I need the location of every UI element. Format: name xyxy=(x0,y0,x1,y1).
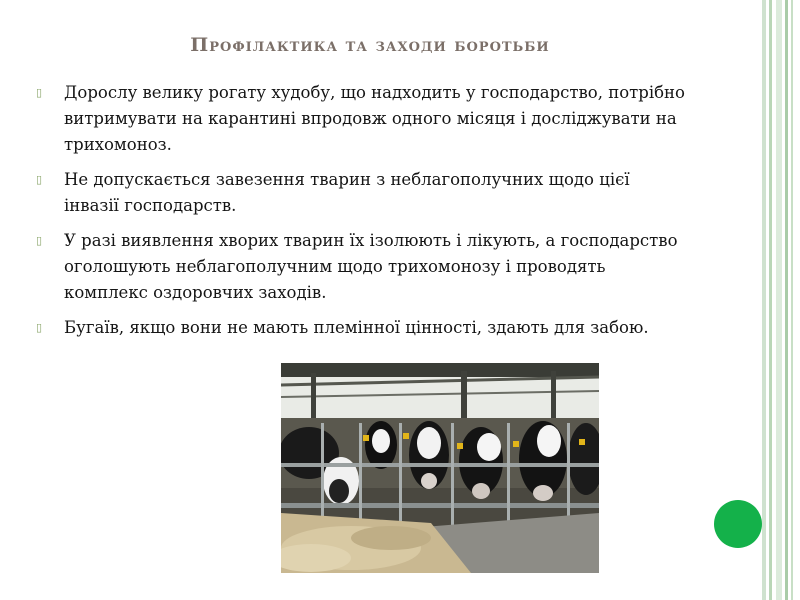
bullet-item xyxy=(36,315,686,341)
bullet-item xyxy=(36,167,686,219)
bullet-text: У разі виявлення хворих тварин їх ізолюють і лікують, а господарство оголошують неблагополучним щодо трихомонозу і проводять комплекс оздоровчих заходів. xyxy=(64,231,678,302)
bullet-arrow-icon: ▯ xyxy=(36,173,43,186)
bullet-arrow-icon: ▯ xyxy=(36,234,43,247)
bullet-arrow-icon: ▯ xyxy=(36,86,43,99)
bullet-text: Не допускається завезення тварин з неблагополучних щодо цієї інвазії господарств. xyxy=(64,170,630,215)
slide-title: Профілактика та заходи боротьби xyxy=(190,34,550,56)
bullet-arrow-icon: ▯ xyxy=(36,321,43,334)
bullet-text: Бугаїв, якщо вони не мають племінної цінності, здають для забою. xyxy=(64,318,649,337)
bullet-item xyxy=(36,228,686,306)
bullet-text: Дорослу велику рогату худобу, що надходить у господарство, потрібно витримувати на карантині впродовж одного місяця і досліджувати на трихомоноз. xyxy=(64,83,685,154)
bullet-item xyxy=(36,80,686,158)
green-circle-decoration xyxy=(714,500,762,548)
cows-in-barn-photo xyxy=(281,363,599,573)
decorative-stripes xyxy=(760,0,800,600)
bullet-list xyxy=(36,80,686,350)
